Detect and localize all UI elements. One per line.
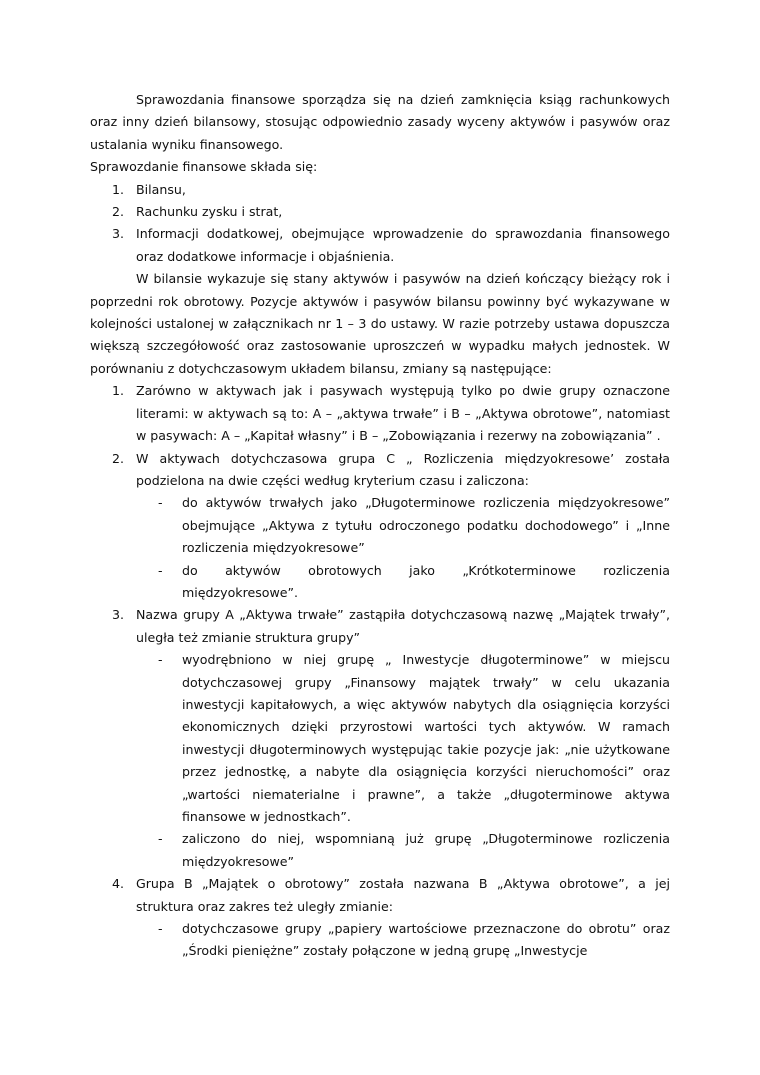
list-number: 4. <box>112 876 125 892</box>
sub-item-text: dotychczasowe grupy „papiery wartościowe przeznaczone do obrotu” oraz „Środki pieniężne” zostały połączone w jedną grupę „Inwestycje <box>182 921 670 959</box>
dash-bullet: - <box>158 831 163 847</box>
document-page <box>90 89 670 963</box>
changes-list <box>90 380 670 963</box>
list-item-text: Informacji dodatkowej, obejmujące wprowadzenie do sprawozdania finansowego oraz dodatkowe informacje i objaśnienia. <box>136 226 670 264</box>
dash-bullet: - <box>158 921 163 937</box>
list-item-text: Nazwa grupy A „Aktywa trwałe” zastąpiła dotychczasową nazwę „Majątek trwały”, uległa też zmianie struktura grupy” <box>136 607 670 645</box>
list-item <box>90 223 670 268</box>
list-item-text: Grupa B „Majątek o obrotowy” została nazwana B „Aktywa obrotowe”, a jej struktura oraz zakres też uległy zmianie: <box>136 876 670 914</box>
list-item-text: Bilansu, <box>136 181 186 197</box>
list-item-text: Rachunku zysku i strat, <box>136 204 283 220</box>
list-item <box>90 873 670 918</box>
list-item-text: W aktywach dotychczasowa grupa C „ Rozliczenia międzyokresowe’ została podzielona na dwie części według kryterium czasu i zaliczona: <box>136 450 670 488</box>
list-number: 2. <box>112 450 125 466</box>
list-item <box>90 448 670 493</box>
list-number: 3. <box>112 607 125 623</box>
list-number: 1. <box>112 383 125 399</box>
sub-item-text: do aktywów trwałych jako „Długoterminowe rozliczenia międzyokresowe” obejmujące „Aktywa z tytułu odroczonego podatku dochodowego” i „Inne rozliczenia międzyokresowe” <box>182 495 670 556</box>
list-number: 2. <box>112 204 125 220</box>
dash-bullet: - <box>158 652 163 668</box>
sub-list-item <box>90 492 670 559</box>
sub-item-text: do aktywów obrotowych jako „Krótkoterminowe rozliczenia międzyokresowe”. <box>182 562 670 600</box>
paragraph-intro: Sprawozdania finansowe sporządza się na dzień zamknięcia ksiąg rachunkowych oraz inny dzień bilansowy, stosując odpowiednio zasady wyceny aktywów i pasywów oraz ustalania wyniku finansowego. <box>90 92 670 152</box>
composition-list <box>90 179 670 269</box>
list-item <box>90 380 670 447</box>
list-item <box>90 604 670 649</box>
list-item-text: Zarówno w aktywach jak i pasywach występują tylko po dwie grupy oznaczone literami: w aktywach są to: A – „aktywa trwałe” i B – „Aktywa obrotowe”, natomiast w pasywach: A – „Kapitał własny” i B – „Zobowiązania i rezerwy na zobowiązania” . <box>136 383 670 444</box>
sub-list-item <box>90 918 670 963</box>
list-item <box>90 201 670 223</box>
sub-item-text: zaliczono do niej, wspomnianą już grupę „Długoterminowe rozliczenia międzyokresowe” <box>182 831 670 869</box>
sub-list-item <box>90 828 670 873</box>
sub-item-text: wyodrębniono w niej grupę „ Inwestycje długoterminowe” w miejscu dotychczasowej grupy „Finansowy majątek trwały” w celu ukazania inwestycji kapitałowych, a więc aktywów nabytych dla osiągnięcia korzyści ekonomicznych dzięki przyrostowi wartości tych aktywów. W ramach inwestycji długoterminowych występując takie pozycje jak: „nie użytkowane przez jednostkę, a nabyte dla osiągnięcia korzyści nieruchomości” oraz „wartości niematerialne i prawne”, a także „długoterminowe aktywa finansowe w jednostkach”. <box>182 652 670 824</box>
list-number: 3. <box>112 226 125 242</box>
dash-bullet: - <box>158 495 163 511</box>
paragraph-composition: Sprawozdanie finansowe składa się: <box>90 159 318 175</box>
sub-list-item <box>90 560 670 605</box>
paragraph-balance: W bilansie wykazuje się stany aktywów i pasywów na dzień kończący bieżący rok i poprzedni rok obrotowy. Pozycje aktywów i pasywów bilansu powinny być wykazywane w kolejności ustalonej w załącznikach nr 1 – 3 do ustawy. W razie potrzeby ustawa dopuszcza większą szczegółowość oraz zastosowanie uproszczeń w wypadku małych jednostek. W porównaniu z dotychczasowym układem bilansu, zmiany są następujące: <box>90 271 670 376</box>
sub-list-item <box>90 649 670 828</box>
list-number: 1. <box>112 181 125 197</box>
dash-bullet: - <box>158 562 163 578</box>
list-item <box>90 179 670 201</box>
